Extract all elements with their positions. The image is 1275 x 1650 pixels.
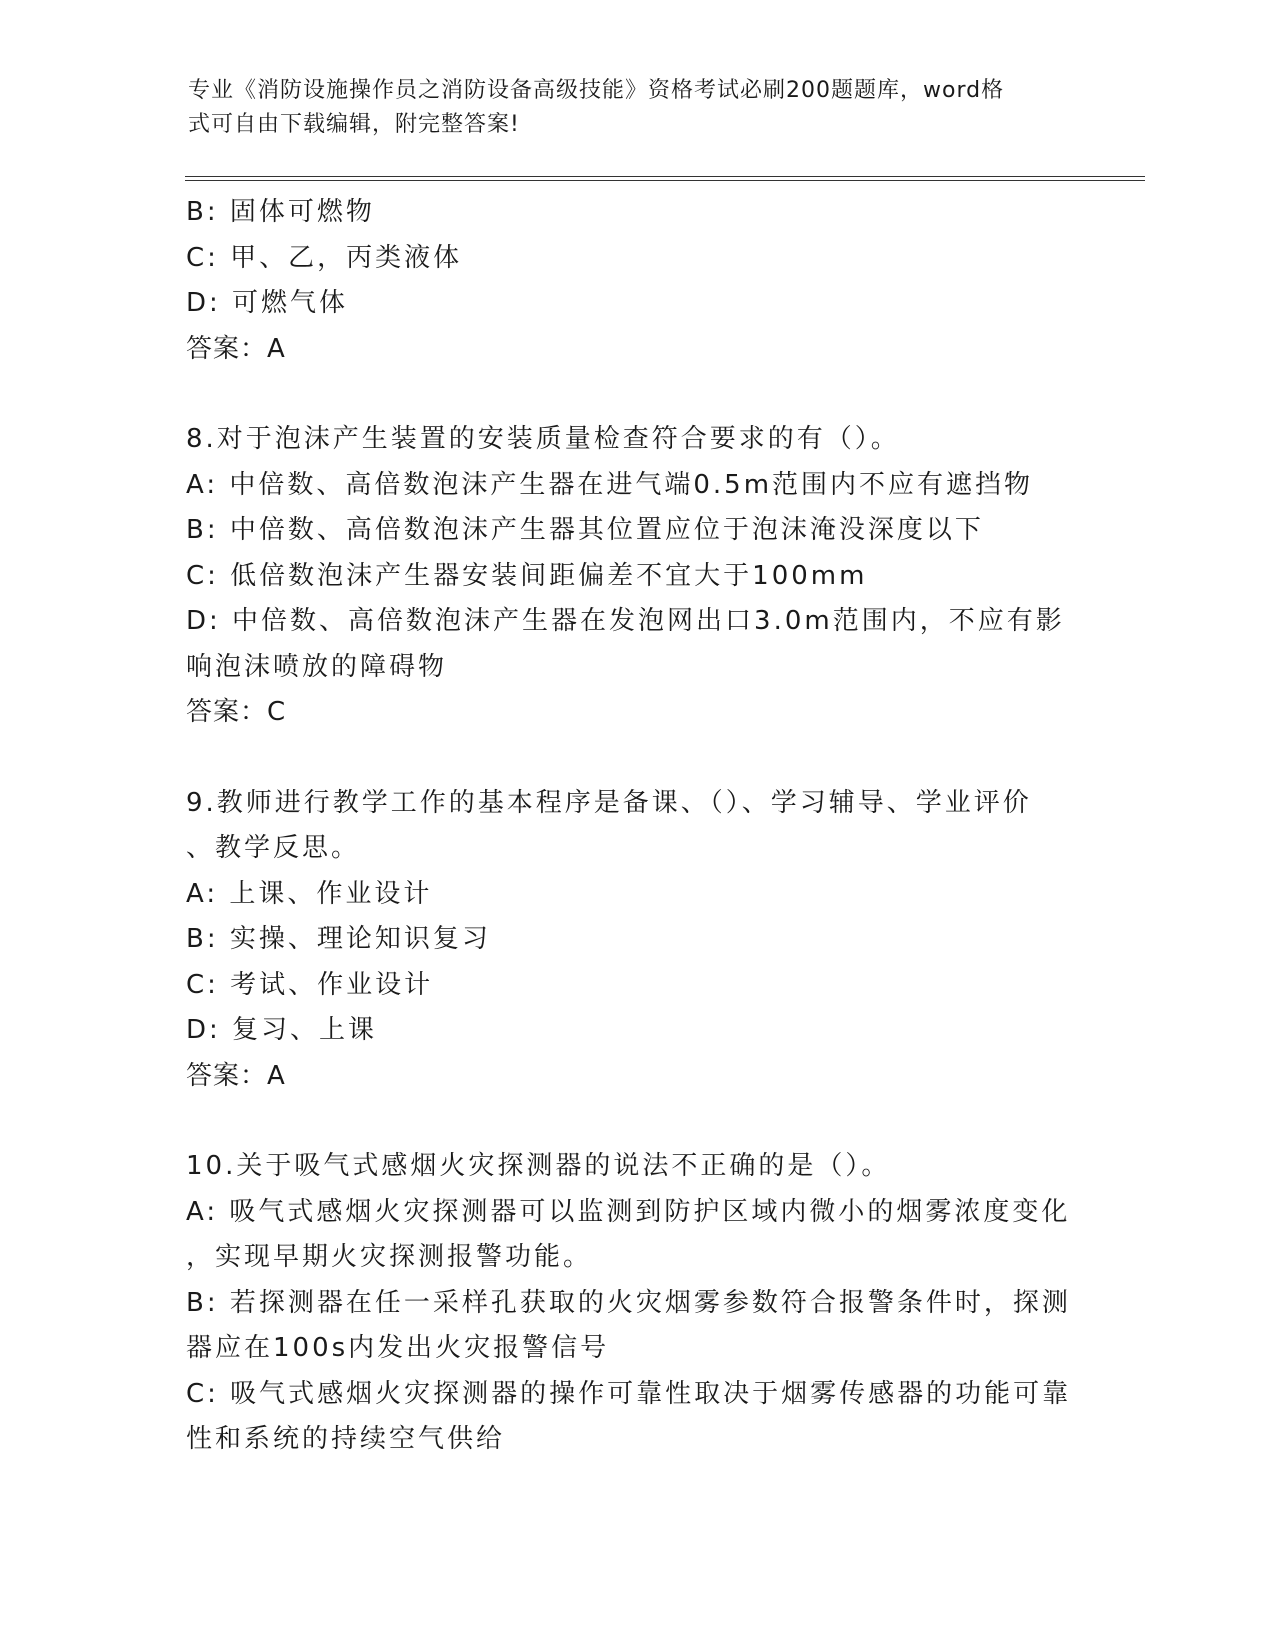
question-stem-continued: 、教学反思。 <box>186 833 361 863</box>
option-c: C: 考试、作业设计 <box>186 969 434 1000</box>
spacer <box>186 1099 1076 1144</box>
option-c-continued: 性和系统的持续空气供给 <box>186 1424 506 1454</box>
header-line-1: 专业《消防设施操作员之消防设备高级技能》资格考试必刷200题题库，word格 <box>188 78 1005 103</box>
option-d: D: 可燃气体 <box>186 288 349 318</box>
question-8 <box>186 417 1076 736</box>
option-c: C: 吸气式感烟火灾探测器的操作可靠性取决于烟雾传感器的功能可靠 <box>186 1378 1072 1409</box>
question-10 <box>186 1144 1076 1463</box>
option-b-continued: 器应在100s内发出火灾报警信号 <box>186 1333 610 1363</box>
answer: 答案：C <box>186 697 287 727</box>
option-a: A: 吸气式感烟火灾探测器可以监测到防护区域内微小的烟雾浓度变化 <box>186 1196 1071 1227</box>
option-b: B: 固体可燃物 <box>186 197 375 227</box>
option-b: B: 中倍数、高倍数泡沫产生器其位置应位于泡沫淹没深度以下 <box>186 515 984 545</box>
question-stem: 9.教师进行教学工作的基本程序是备课、（）、学习辅导、学业评价 <box>186 787 1032 818</box>
option-c: C: 低倍数泡沫产生器安装间距偏差不宜大于100mm <box>186 560 868 591</box>
option-a: A: 中倍数、高倍数泡沫产生器在进气端0.5m范围内不应有遮挡物 <box>186 469 1034 500</box>
previous-question-tail <box>186 190 1076 372</box>
option-d: D: 复习、上课 <box>186 1015 378 1045</box>
header-line-2: 式可自由下载编辑，附完整答案! <box>188 112 520 137</box>
page-header <box>188 74 1068 142</box>
question-content <box>186 190 1076 1463</box>
spacer <box>186 372 1076 417</box>
question-stem: 10.关于吸气式感烟火灾探测器的说法不正确的是（）。 <box>186 1151 891 1181</box>
question-stem: 8.对于泡沫产生装置的安装质量检查符合要求的有（）。 <box>186 424 900 454</box>
option-b: B: 实操、理论知识复习 <box>186 924 491 954</box>
option-d-continued: 响泡沫喷放的障碍物 <box>186 651 448 682</box>
option-b: B: 若探测器在任一采样孔获取的火灾烟雾参数符合报警条件时，探测 <box>186 1287 1071 1318</box>
option-c: C: 甲、乙，丙类液体 <box>186 242 463 273</box>
spacer <box>186 736 1076 781</box>
answer: 答案：A <box>186 333 286 364</box>
header-divider <box>185 176 1145 181</box>
option-d: D: 中倍数、高倍数泡沫产生器在发泡网出口3.0m范围内，不应有影 <box>186 606 1065 636</box>
option-a: A: 上课、作业设计 <box>186 878 433 909</box>
answer: 答案：A <box>186 1060 286 1091</box>
option-a-continued: ，实现早期火灾探测报警功能。 <box>186 1242 593 1272</box>
question-9 <box>186 781 1076 1100</box>
